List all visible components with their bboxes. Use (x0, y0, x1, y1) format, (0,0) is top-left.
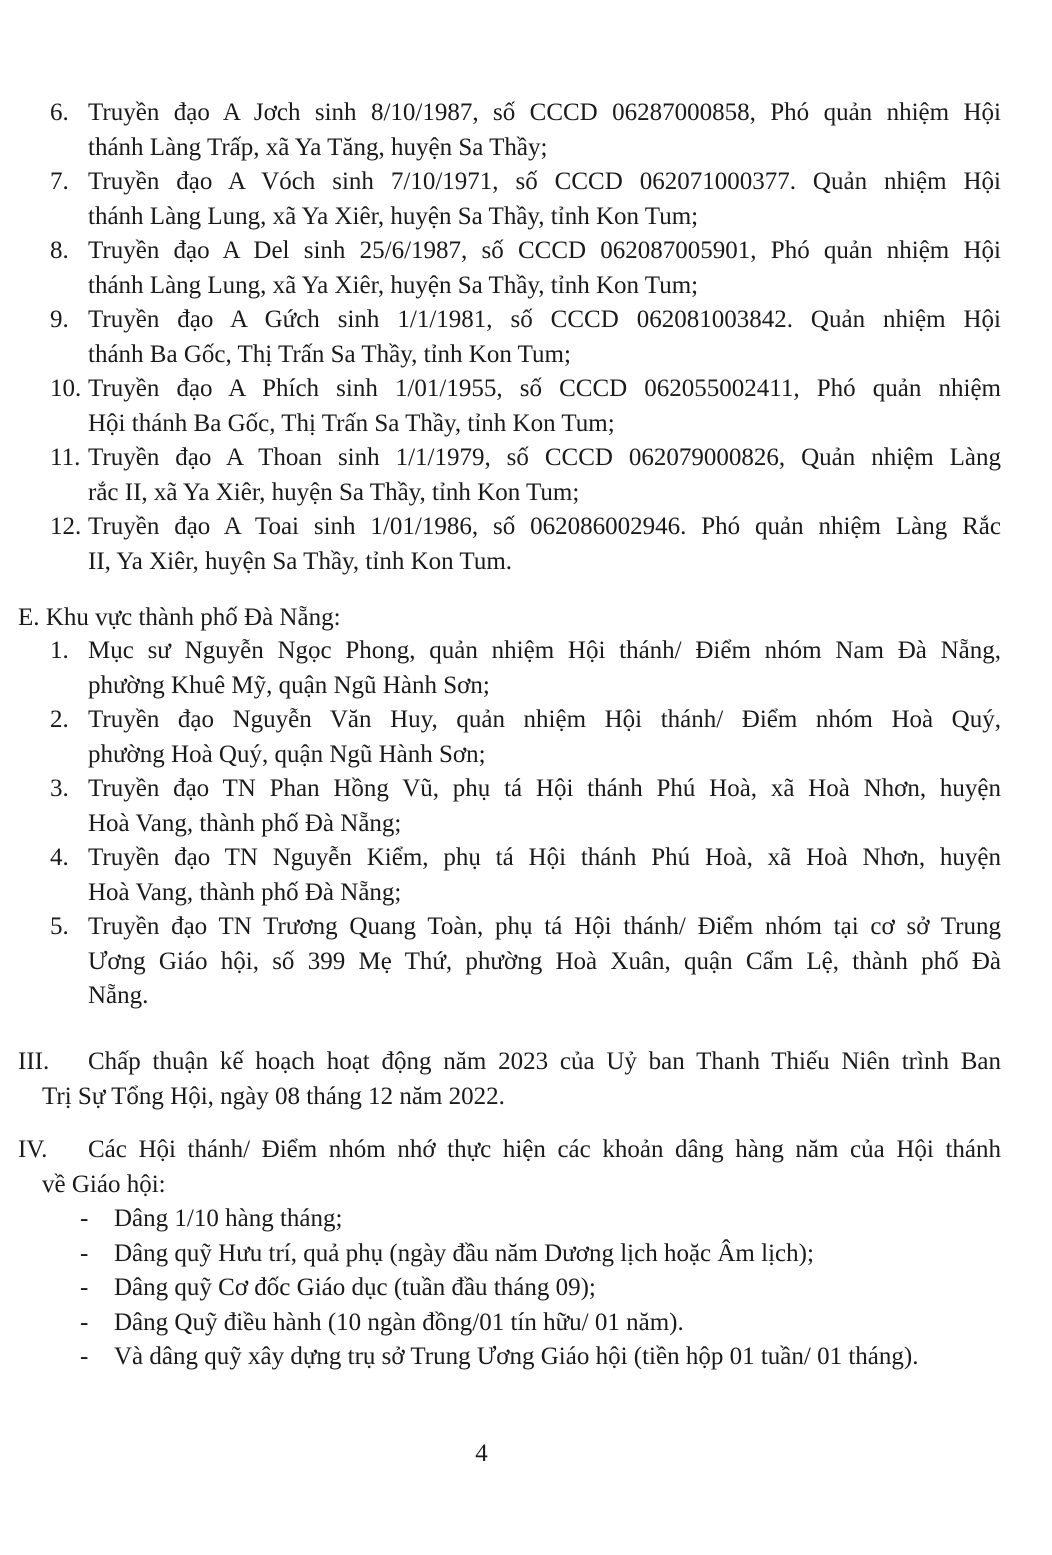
item-text: Hoà Vang, thành phố Đà Nẵng; (88, 878, 402, 906)
item-text: Truyền đạo A Gứch sinh 1/1/1981, số CCCD 062081003842. Quản nhiệm Hội (88, 306, 1001, 333)
section-text: Các Hội thánh/ Điểm nhóm nhớ thực hiện các khoản dâng hàng năm của Hội thánh (88, 1136, 1001, 1163)
item-number: 9. (50, 306, 69, 333)
item-text: thánh Ba Gốc, Thị Trấn Sa Thầy, tỉnh Kon Tum; (88, 340, 571, 368)
list-item (50, 703, 1001, 772)
section-iii (18, 1045, 1001, 1114)
item-number: 4. (50, 844, 69, 871)
section-d-list (50, 96, 1001, 579)
dash-bullet: - (80, 1274, 89, 1301)
item-text: Dâng 1/10 hàng tháng; (114, 1205, 343, 1232)
list-item (50, 234, 1001, 303)
list-item (50, 510, 1001, 579)
item-number: 8. (50, 237, 69, 264)
dash-bullet: - (80, 1343, 89, 1370)
item-number: 12. (50, 513, 82, 540)
list-item (50, 165, 1001, 234)
dash-bullet: - (80, 1308, 89, 1336)
item-text: Dâng Quỹ điều hành (10 ngàn đồng/01 tín hữu/ 01 năm). (114, 1308, 684, 1336)
dash-bullet: - (80, 1205, 89, 1232)
list-item (50, 772, 1001, 841)
list-item (50, 96, 1001, 165)
item-text: rắc II, xã Ya Xiêr, huyện Sa Thầy, tỉnh Kon Tum; (88, 478, 580, 506)
item-number: 3. (50, 775, 69, 802)
item-number: 11. (50, 444, 81, 471)
section-numeral: IV. (18, 1136, 48, 1163)
item-text: Truyền đạo A Del sinh 25/6/1987, số CCCD 062087005901, Phó quản nhiệm Hội (88, 237, 1001, 264)
item-text: Hội thánh Ba Gốc, Thị Trấn Sa Thầy, tỉnh Kon Tum; (88, 409, 615, 437)
section-iv (18, 1133, 1001, 1202)
item-text: Dâng quỹ Cơ đốc Giáo dục (tuần đầu tháng 09); (114, 1274, 596, 1301)
item-text: thánh Làng Trấp, xã Ya Tăng, huyện Sa Thầy; (88, 133, 548, 161)
section-text: Trị Sự Tổng Hội, ngày 08 tháng 12 năm 2022. (42, 1082, 505, 1110)
item-text: Ương Giáo hội, số 399 Mẹ Thứ, phường Hoà Xuân, quận Cẩm Lệ, thành phố Đà (88, 947, 1001, 975)
item-text: Truyền đạo TN Nguyễn Kiểm, phụ tá Hội thánh Phú Hoà, xã Hoà Nhơn, huyện (88, 844, 1001, 871)
item-text: Truyền đạo A Toai sinh 1/01/1986, số 062086002946. Phó quản nhiệm Làng Rắc (88, 513, 1001, 540)
list-item (50, 841, 1001, 910)
item-text: Nẵng. (88, 982, 149, 1009)
list-item (50, 910, 1001, 1014)
section-e-heading: E. Khu vực thành phố Đà Nẵng: (18, 604, 341, 631)
item-text: Truyền đạo Nguyễn Văn Huy, quản nhiệm Hội thánh/ Điểm nhóm Hoà Quý, (88, 706, 1001, 733)
list-item (80, 1340, 1010, 1375)
item-text: Truyền đạo A Vóch sinh 7/10/1971, số CCCD 062071000377. Quản nhiệm Hội (88, 168, 1001, 195)
contribution-list (80, 1202, 1010, 1375)
list-item (80, 1202, 1010, 1237)
item-text: Truyền đạo A Jơch sinh 8/10/1987, số CCCD 06287000858, Phó quản nhiệm Hội (88, 99, 1001, 126)
item-text: Truyền đạo A Thoan sinh 1/1/1979, số CCCD 062079000826, Quản nhiệm Làng (88, 444, 1001, 471)
list-item (80, 1306, 1010, 1341)
list-item (80, 1271, 1010, 1306)
list-item (50, 372, 1001, 441)
item-text: Và dâng quỹ xây dựng trụ sở Trung Ương Giáo hội (tiền hộp 01 tuần/ 01 tháng). (114, 1343, 919, 1370)
item-text: Truyền đạo TN Trương Quang Toàn, phụ tá Hội thánh/ Điểm nhóm tại cơ sở Trung (88, 913, 1001, 940)
list-item (50, 634, 1001, 703)
item-text: Dâng quỹ Hưu trí, quả phụ (ngày đầu năm Dương lịch hoặc Âm lịch); (114, 1239, 814, 1267)
section-e-list (50, 634, 1001, 1014)
section-text: về Giáo hội: (42, 1170, 166, 1198)
section-text: Chấp thuận kế hoạch hoạt động năm 2023 của Uỷ ban Thanh Thiếu Niên trình Ban (88, 1048, 1001, 1075)
section-numeral: III. (18, 1048, 50, 1075)
dash-bullet: - (80, 1239, 89, 1267)
item-text: thánh Làng Lung, xã Ya Xiêr, huyện Sa Thầy, tỉnh Kon Tum; (88, 271, 699, 299)
item-number: 7. (50, 168, 69, 195)
item-text: thánh Làng Lung, xã Ya Xiêr, huyện Sa Thầy, tỉnh Kon Tum; (88, 202, 699, 230)
page-number: 4 (475, 1440, 488, 1467)
item-text: II, Ya Xiêr, huyện Sa Thầy, tỉnh Kon Tum. (88, 547, 513, 575)
list-item (50, 441, 1001, 510)
item-text: Truyền đạo TN Phan Hồng Vũ, phụ tá Hội thánh Phú Hoà, xã Hoà Nhơn, huyện (88, 775, 1001, 802)
item-text: phường Khuê Mỹ, quận Ngũ Hành Sơn; (88, 671, 490, 699)
list-item (50, 303, 1001, 372)
item-text: Truyền đạo A Phích sinh 1/01/1955, số CCCD 062055002411, Phó quản nhiệm (88, 375, 1001, 402)
item-number: 6. (50, 99, 69, 126)
item-number: 10. (50, 375, 82, 402)
item-text: Hoà Vang, thành phố Đà Nẵng; (88, 809, 402, 837)
item-number: 1. (50, 637, 69, 664)
item-number: 2. (50, 706, 69, 733)
item-number: 5. (50, 913, 69, 940)
list-item (80, 1237, 1010, 1272)
item-text: phường Hoà Quý, quận Ngũ Hành Sơn; (88, 740, 486, 768)
item-text: Mục sư Nguyễn Ngọc Phong, quản nhiệm Hội thánh/ Điểm nhóm Nam Đà Nẵng, (88, 637, 1001, 664)
